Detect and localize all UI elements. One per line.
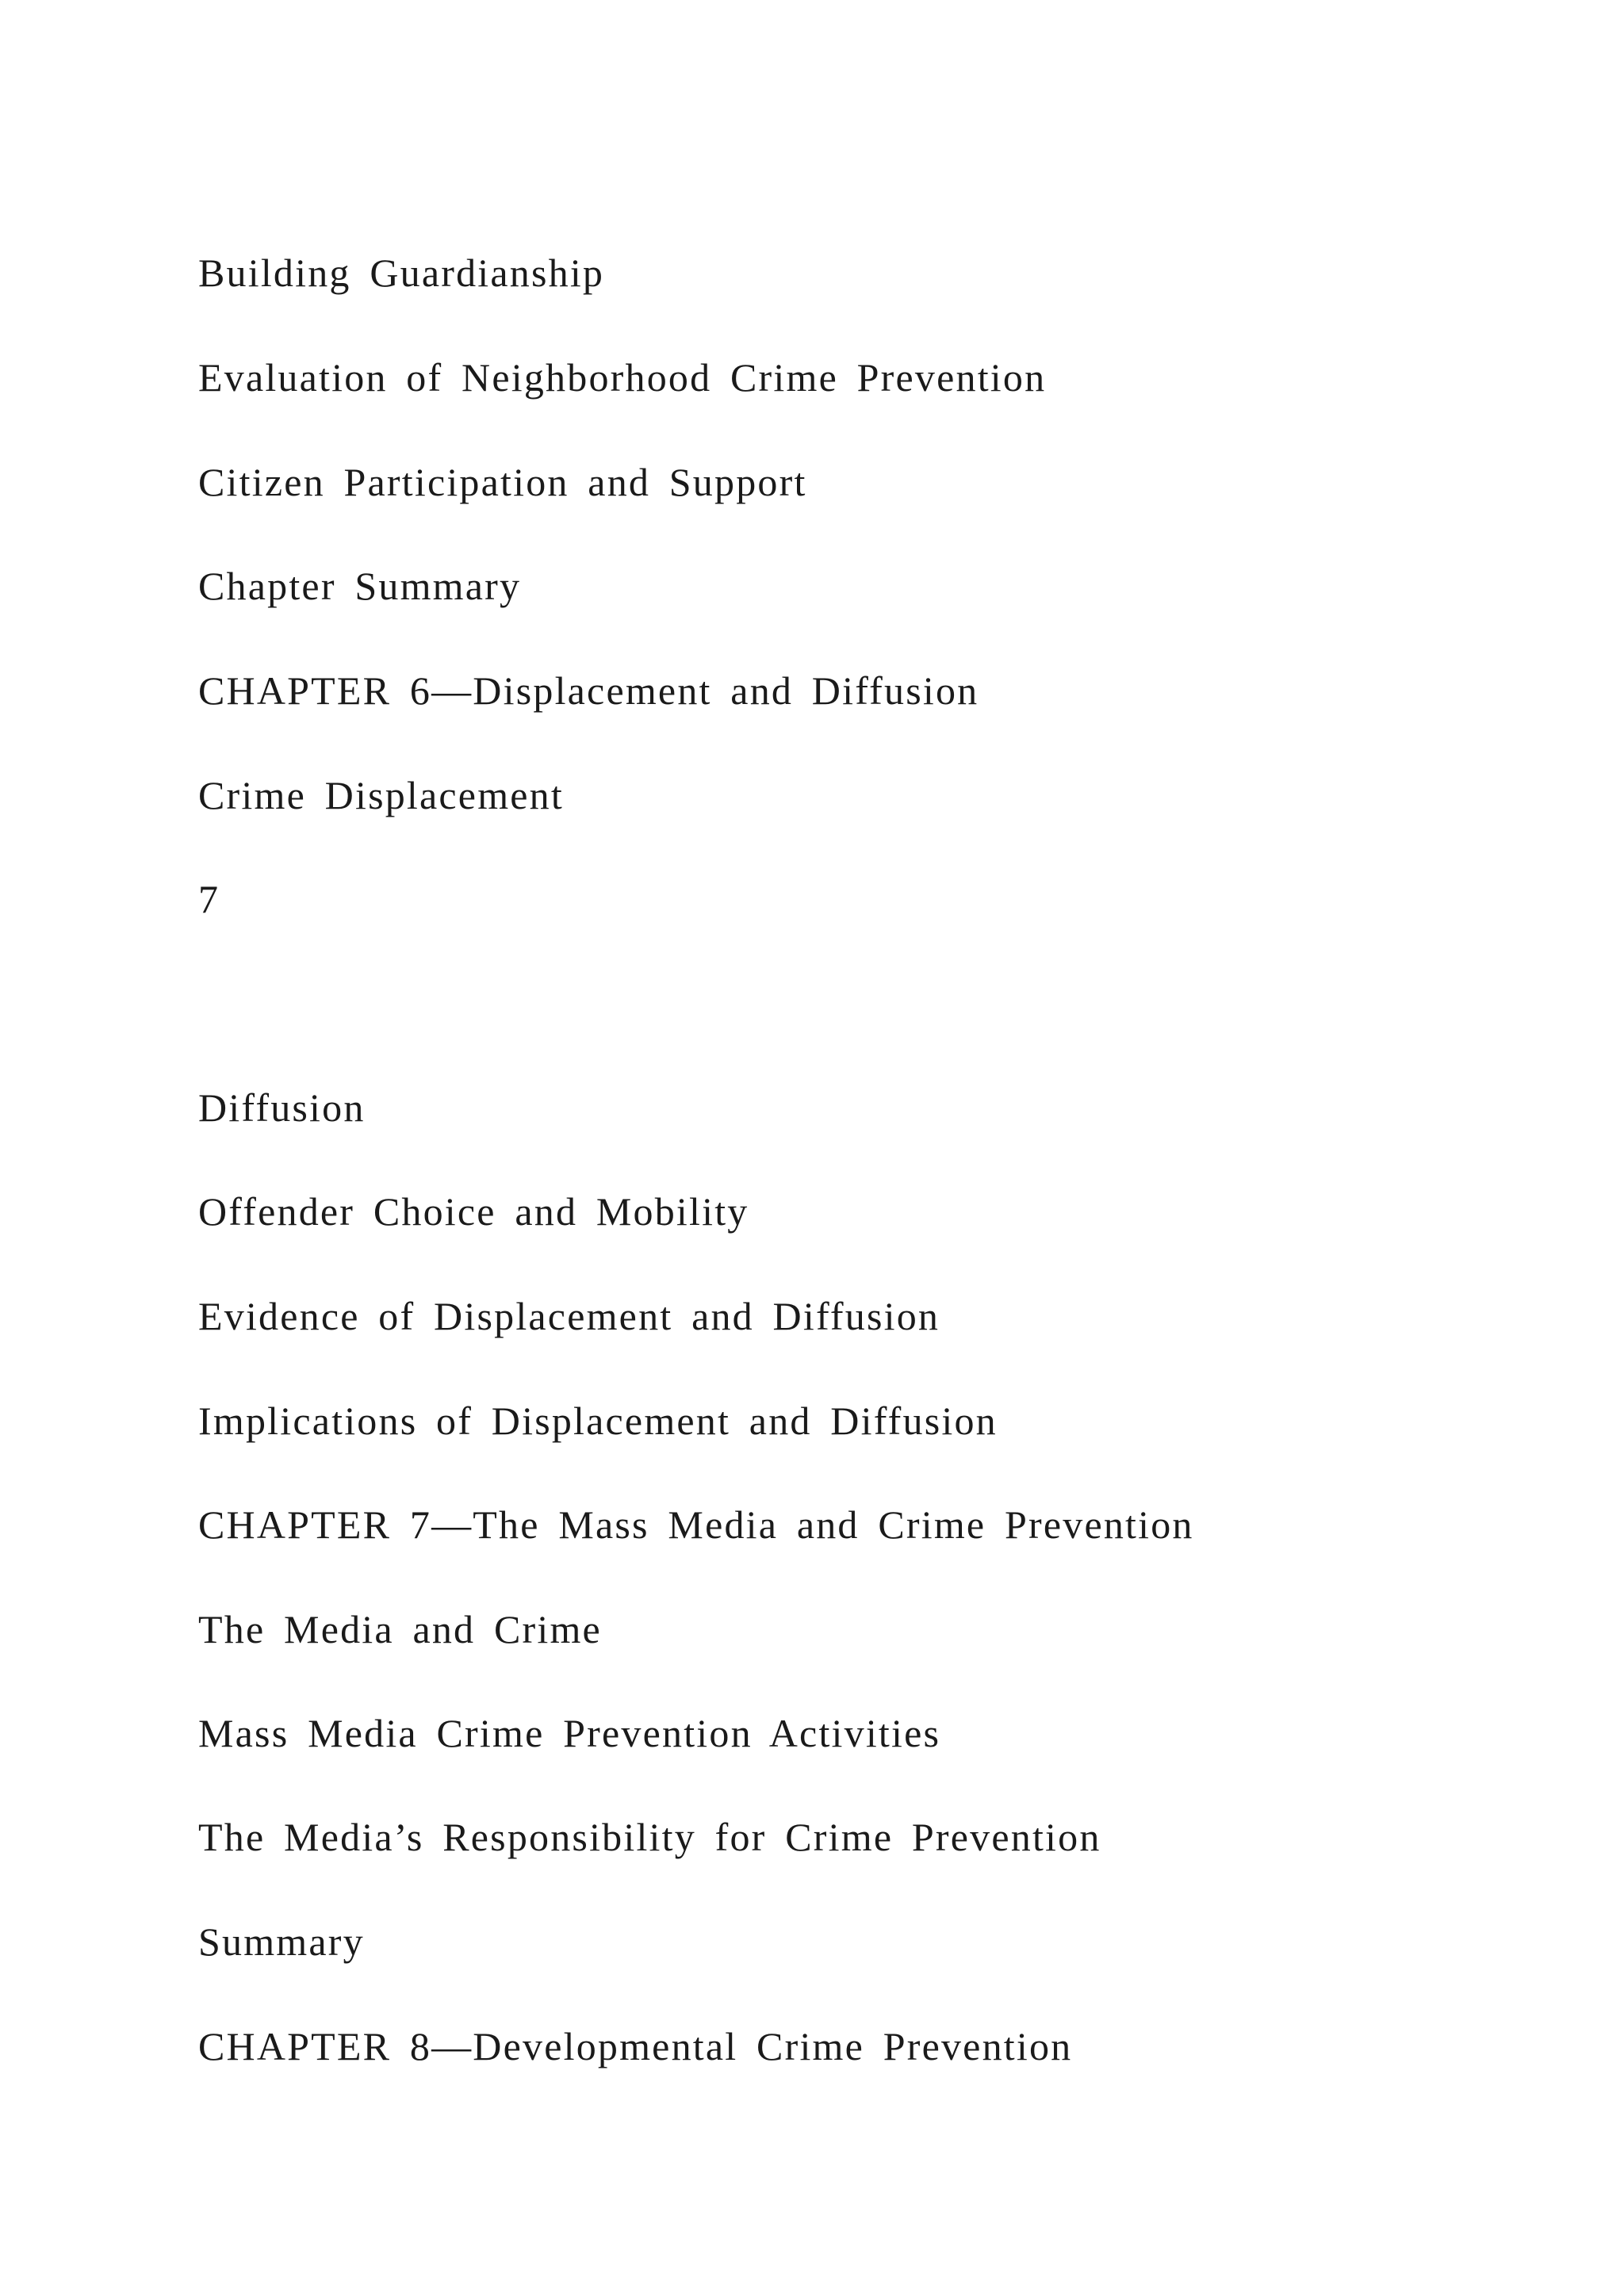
toc-entry-evidence-displacement: Evidence of Displacement and Diffusion	[198, 1294, 940, 1338]
toc-entry-chapter-summary: Chapter Summary	[198, 564, 522, 608]
toc-entry-implications-displacement: Implications of Displacement and Diffusion	[198, 1399, 998, 1443]
toc-chapter-8-heading: CHAPTER 8—Developmental Crime Prevention	[198, 2024, 1073, 2068]
toc-entry-diffusion: Diffusion	[198, 1085, 366, 1130]
toc-chapter-6-heading: CHAPTER 6—Displacement and Diffusion	[198, 668, 979, 713]
toc-entry-crime-displacement: Crime Displacement	[198, 773, 564, 817]
toc-entry-offender-choice: Offender Choice and Mobility	[198, 1189, 749, 1234]
toc-entry-mass-media-activities: Mass Media Crime Prevention Activities	[198, 1711, 941, 1755]
page-number: 7	[198, 877, 220, 921]
toc-chapter-7-heading: CHAPTER 7—The Mass Media and Crime Prevention	[198, 1502, 1194, 1547]
toc-entry-summary: Summary	[198, 1919, 365, 1964]
toc-entry-media-responsibility: The Media’s Responsibility for Crime Prevention	[198, 1815, 1101, 1859]
toc-entry-evaluation-neighborhood-crime-prevention: Evaluation of Neighborhood Crime Prevention	[198, 355, 1047, 400]
toc-entry-media-and-crime: The Media and Crime	[198, 1607, 602, 1651]
toc-entry-building-guardianship: Building Guardianship	[198, 251, 605, 295]
toc-entry-citizen-participation: Citizen Participation and Support	[198, 460, 807, 504]
